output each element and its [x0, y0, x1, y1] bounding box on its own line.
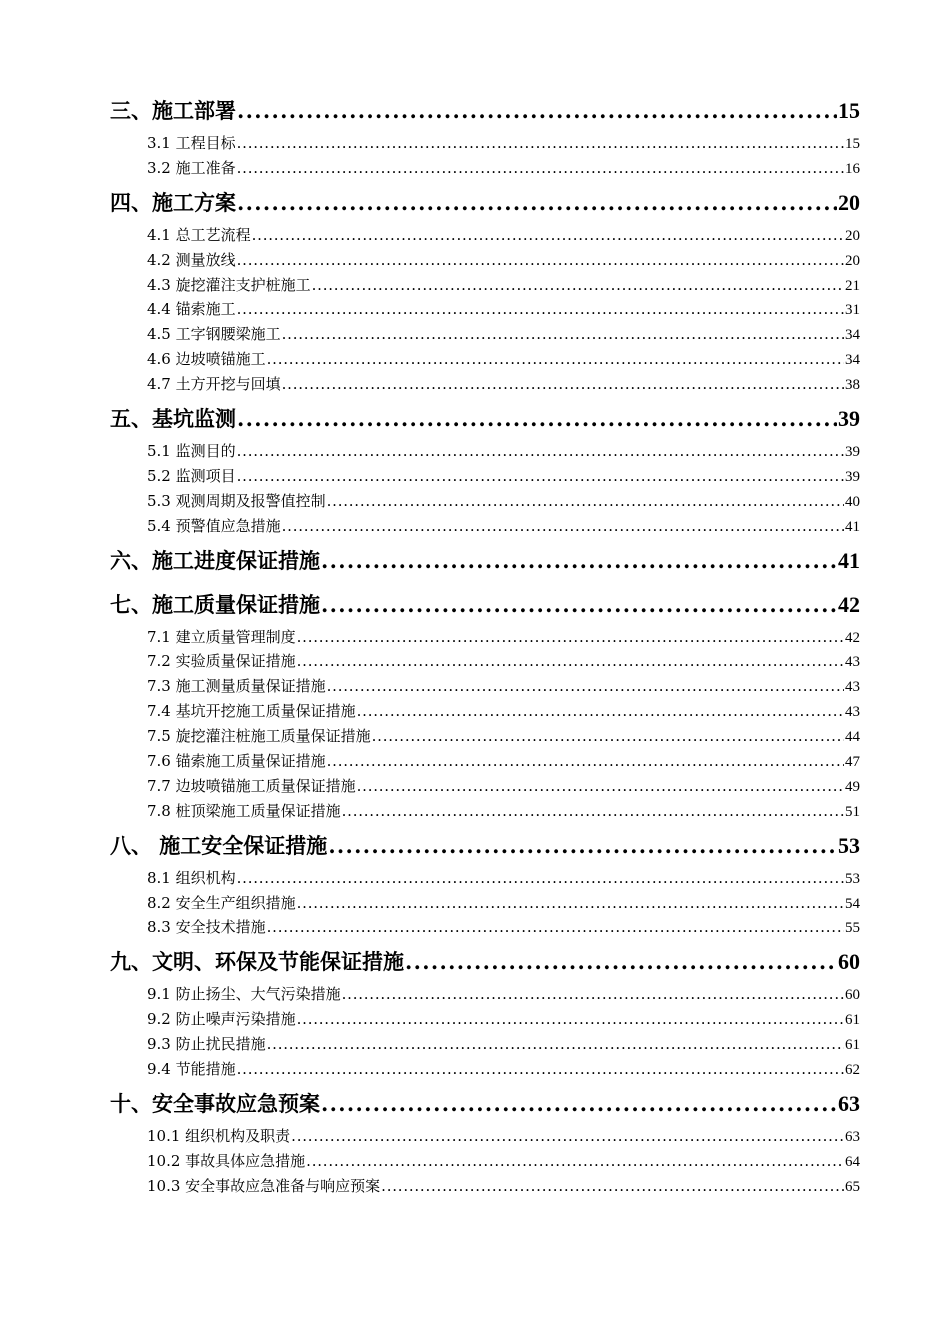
- dot-leader: [381, 1174, 844, 1199]
- toc-section-page-number: 53: [838, 832, 860, 858]
- toc-section-entry[interactable]: [110, 947, 860, 977]
- toc-subsection-title: 7.3 施工测量质量保证措施: [147, 677, 326, 696]
- toc-section-page-number: 60: [838, 949, 860, 975]
- toc-subsection-entry[interactable]: [110, 1124, 860, 1149]
- toc-section-page-number: 15: [838, 98, 860, 123]
- dot-leader: [327, 674, 844, 699]
- toc-subsection-page-number: 47: [845, 754, 860, 771]
- toc-subsection-title: 4.1 总工艺流程: [147, 225, 251, 244]
- toc-subsection-entry[interactable]: [110, 866, 860, 891]
- dot-leader: [312, 273, 844, 298]
- toc-section-title: 六、施工进度保证措施: [110, 547, 320, 573]
- dot-leader: [342, 799, 844, 824]
- dot-leader: [237, 131, 844, 156]
- toc-subsection-page-number: 15: [845, 136, 860, 152]
- toc-subsection-title: 9.2 防止噪声污染措施: [147, 1010, 296, 1029]
- toc-subsection-entry[interactable]: [110, 1174, 860, 1199]
- dot-leader: [237, 464, 844, 489]
- toc-section-entry[interactable]: [110, 404, 860, 434]
- dot-leader: [357, 699, 844, 724]
- dot-leader: [328, 831, 837, 861]
- toc-subsection-page-number: 16: [845, 160, 860, 177]
- dot-leader: [237, 866, 844, 891]
- toc-subsection-title: 7.1 建立质量管理制度: [147, 627, 296, 646]
- toc-subsection-title: 7.5 旋挖灌注桩施工质量保证措施: [147, 727, 371, 746]
- toc-section-title: 九、文明、环保及节能保证措施: [110, 949, 404, 975]
- toc-subsection-page-number: 43: [845, 704, 860, 721]
- toc-subsection-entry[interactable]: [110, 439, 860, 464]
- toc-subsection-title: 7.2 实验质量保证措施: [147, 652, 296, 671]
- toc-subsection-entry[interactable]: [110, 749, 860, 774]
- toc-subsection-page-number: 64: [845, 1153, 860, 1170]
- dot-leader: [267, 1032, 844, 1057]
- dot-leader: [267, 915, 844, 940]
- dot-leader: [237, 1057, 844, 1082]
- toc-section-title: 十、安全事故应急预案: [110, 1090, 320, 1116]
- toc-section-title: 八、 施工安全保证措施: [110, 832, 328, 858]
- dot-leader: [282, 514, 844, 539]
- toc-subsection-page-number: 39: [845, 468, 860, 485]
- toc-subsection-page-number: 20: [845, 227, 860, 244]
- toc-subsection-entry[interactable]: [110, 223, 860, 248]
- toc-subsection-entry[interactable]: [110, 649, 860, 674]
- toc-subsection-entry[interactable]: [110, 273, 860, 298]
- toc-subsection-title: 5.2 监测项目: [147, 466, 236, 485]
- toc-section-title: 五、基坑监测: [110, 406, 236, 432]
- dot-leader: [237, 156, 844, 181]
- toc-subsection-page-number: 42: [845, 629, 860, 646]
- toc-subsection-title: 5.1 监测目的: [147, 442, 236, 461]
- toc-subsection-title: 4.5 工字钢腰梁施工: [147, 325, 281, 344]
- dot-leader: [405, 947, 837, 977]
- toc-subsection-title: 10.1 组织机构及职责: [147, 1126, 291, 1145]
- dot-leader: [297, 891, 844, 916]
- toc-subsection-entry[interactable]: [110, 372, 860, 397]
- toc-subsection-page-number: 20: [845, 252, 860, 269]
- toc-subsection-page-number: 44: [845, 729, 860, 746]
- toc-section-page-number: 63: [838, 1090, 860, 1116]
- toc-subsection-entry[interactable]: [110, 625, 860, 650]
- dot-leader: [237, 439, 844, 464]
- dot-leader: [237, 248, 844, 273]
- toc-subsection-entry[interactable]: [110, 1149, 860, 1174]
- dot-leader: [252, 223, 844, 248]
- toc-section-title: 三、施工部署: [110, 98, 236, 123]
- toc-subsection-title: 7.4 基坑开挖施工质量保证措施: [147, 702, 356, 721]
- toc-subsection-page-number: 31: [845, 302, 860, 319]
- toc-subsection-page-number: 49: [845, 778, 860, 795]
- toc-subsection-title: 8.2 安全生产组织措施: [147, 893, 296, 912]
- dot-leader: [282, 372, 844, 397]
- toc-subsection-page-number: 60: [845, 987, 860, 1004]
- toc-subsection-title: 4.3 旋挖灌注支护桩施工: [147, 275, 311, 294]
- toc-section-entry[interactable]: [110, 96, 860, 126]
- toc-subsection-page-number: 62: [845, 1062, 860, 1079]
- toc-subsection-entry[interactable]: [110, 1057, 860, 1082]
- dot-leader: [282, 322, 844, 347]
- toc-subsection-page-number: 54: [845, 895, 860, 912]
- toc-section-title: 七、施工质量保证措施: [110, 591, 320, 617]
- toc-section-page-number: 39: [838, 406, 860, 432]
- toc-subsection-title: 4.6 边坡喷锚施工: [147, 350, 266, 369]
- toc-subsection-entry[interactable]: [110, 514, 860, 539]
- toc-subsection-title: 9.3 防止扰民措施: [147, 1035, 266, 1054]
- toc-subsection-title: 7.8 桩顶梁施工质量保证措施: [147, 801, 341, 820]
- toc-subsection-title: 10.2 事故具体应急措施: [147, 1151, 306, 1170]
- toc-subsection-title: 8.3 安全技术措施: [147, 918, 266, 937]
- toc-subsection-entry[interactable]: [110, 1032, 860, 1057]
- toc-subsection-title: 10.3 安全事故应急准备与响应预案: [147, 1176, 381, 1195]
- toc-subsection-page-number: 65: [845, 1178, 860, 1195]
- dot-leader: [237, 404, 837, 434]
- toc-subsection-title: 4.7 土方开挖与回填: [147, 375, 281, 394]
- toc-subsection-entry[interactable]: [110, 724, 860, 749]
- dot-leader: [327, 489, 844, 514]
- toc-subsection-entry[interactable]: [110, 982, 860, 1007]
- toc-subsection-entry[interactable]: [110, 699, 860, 724]
- toc-subsection-title: 9.4 节能措施: [147, 1060, 236, 1079]
- dot-leader: [297, 649, 844, 674]
- toc-subsection-entry[interactable]: [110, 674, 860, 699]
- dot-leader: [306, 1149, 844, 1174]
- toc-subsection-entry[interactable]: [110, 891, 860, 916]
- dot-leader: [321, 1089, 837, 1119]
- toc-section-title: 四、施工方案: [110, 189, 236, 215]
- toc-subsection-page-number: 34: [845, 352, 860, 369]
- toc-subsection-page-number: 38: [845, 377, 860, 394]
- toc-subsection-entry[interactable]: [110, 799, 860, 824]
- toc-subsection-entry[interactable]: [110, 489, 860, 514]
- dot-leader: [342, 982, 844, 1007]
- dot-leader: [297, 1007, 844, 1032]
- toc-section-page-number: 42: [838, 591, 860, 617]
- dot-leader: [321, 590, 837, 620]
- toc-subsection-title: 5.3 观测周期及报警值控制: [147, 491, 326, 510]
- toc-section-entry[interactable]: [110, 831, 860, 861]
- toc-section-page-number: 20: [838, 189, 860, 215]
- toc-subsection-page-number: 63: [845, 1128, 860, 1145]
- toc-subsection-entry[interactable]: [110, 297, 860, 322]
- dot-leader: [237, 297, 844, 322]
- toc-subsection-page-number: 61: [845, 1012, 860, 1029]
- dot-leader: [297, 625, 844, 650]
- toc-subsection-page-number: 40: [845, 493, 860, 510]
- toc-section-entry[interactable]: [110, 188, 860, 218]
- toc-section-entry[interactable]: [110, 546, 860, 576]
- toc-section-entry[interactable]: [110, 1089, 860, 1119]
- toc-subsection-entry[interactable]: [110, 248, 860, 273]
- toc-subsection-page-number: 55: [845, 920, 860, 937]
- toc-subsection-title: 8.1 组织机构: [147, 868, 236, 887]
- toc-subsection-page-number: 39: [845, 444, 860, 461]
- toc-subsection-entry[interactable]: [110, 156, 860, 181]
- toc-subsection-entry[interactable]: [110, 464, 860, 489]
- toc-subsection-page-number: 41: [845, 518, 860, 535]
- table-of-contents: [110, 96, 860, 1199]
- toc-subsection-page-number: 51: [845, 803, 860, 820]
- toc-subsection-title: 5.4 预警值应急措施: [147, 516, 281, 535]
- dot-leader: [321, 546, 837, 576]
- dot-leader: [237, 96, 837, 126]
- dot-leader: [372, 724, 844, 749]
- dot-leader: [357, 774, 844, 799]
- toc-subsection-title: 3.1 工程目标: [147, 134, 236, 152]
- toc-subsection-title: 4.4 锚索施工: [147, 300, 236, 319]
- dot-leader: [327, 749, 844, 774]
- toc-subsection-page-number: 34: [845, 327, 860, 344]
- toc-subsection-entry[interactable]: [110, 774, 860, 799]
- toc-section-page-number: 41: [838, 547, 860, 573]
- toc-subsection-page-number: 43: [845, 654, 860, 671]
- toc-subsection-entry[interactable]: [110, 347, 860, 372]
- toc-subsection-title: 9.1 防止扬尘、大气污染措施: [147, 985, 341, 1004]
- toc-subsection-title: 3.2 施工准备: [147, 158, 236, 177]
- toc-subsection-entry[interactable]: [110, 915, 860, 940]
- toc-subsection-entry[interactable]: [110, 1007, 860, 1032]
- toc-subsection-entry[interactable]: [110, 322, 860, 347]
- toc-section-entry[interactable]: [110, 590, 860, 620]
- dot-leader: [291, 1124, 844, 1149]
- toc-subsection-page-number: 61: [845, 1037, 860, 1054]
- toc-subsection-page-number: 43: [845, 679, 860, 696]
- dot-leader: [237, 188, 837, 218]
- toc-subsection-page-number: 53: [845, 870, 860, 887]
- toc-subsection-title: 4.2 测量放线: [147, 250, 236, 269]
- toc-subsection-page-number: 21: [845, 277, 860, 294]
- toc-subsection-entry[interactable]: [110, 131, 860, 156]
- dot-leader: [267, 347, 844, 372]
- toc-subsection-title: 7.7 边坡喷锚施工质量保证措施: [147, 776, 356, 795]
- toc-subsection-title: 7.6 锚索施工质量保证措施: [147, 752, 326, 771]
